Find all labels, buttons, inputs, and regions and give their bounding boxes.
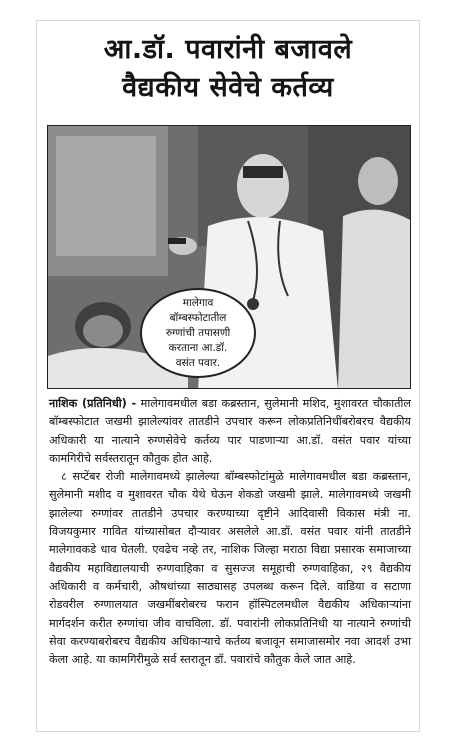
article-body	[49, 395, 411, 669]
headline-line-2: वैद्यकीय सेवेचे कर्तव्य	[122, 72, 334, 103]
paragraph-1-text: मालेगावमधील बडा कब्रस्तान, सुलेमानी मशिद, मुशावरत चौकातील बॉम्बस्फोटात जखमी झालेल्यांवर तातडीने उपचार करून लोकप्रतिनिधींबरोबरच वैद्यकीय अधिकारी या नात्याने रुग्णसेवेचे कर्तव्य पार पाडणाऱ्या आ.डॉ. वसंत पवार यांच्या कामगिरीचे सर्वस्तरातून कौतुक होत आहे.	[49, 397, 411, 465]
caption-line-5: वसंत पवार.	[175, 356, 221, 369]
caption-line-1: मालेगाव	[182, 296, 214, 309]
photo-caption	[140, 288, 256, 378]
article-paragraph-2: ८ सप्टेंबर रोजी मालेगावमध्ये झालेल्या बॉम्बस्फोटांमुळे मालेगावमधील बडा कब्रस्तान, सुलेमानी मशीद व मुशावरत चौक येथे घेऊन शेकडो जखमी झाले. मालेगावमध्ये जखमी झालेल्या रुग्णांवर तातडीने उपचार करण्याच्या दृष्टीने आदिवासी विकास मंत्री ना. विजयकुमार गावित यांच्यासोबत दौऱ्यावर असलेले आ.डॉ. वसंत पवार यांनी तातडीने मालेगावकडे धाव घेतली. एवढेच नव्हे तर, नाशिक जिल्हा मराठा विद्या प्रसारक समाजाच्या वैद्यकीय महाविद्यालयाची रुग्णवाहिका व सुसज्ज समूहाची रुग्णवाहिका, २९ वैद्यकीय अधिकारी व कर्मचारी, औषधांच्या साठ्यासह उपलब्ध करून दिले. वाडिया व सटाणा रोडवरील रुग्णालयात जखमींबरोबरच फरान हॉस्पिटलमधील वैद्यकीय अधिकाऱ्यांना मार्गदर्शन करीत रुग्णांचा जीव वाचविला. डॉ. पवारांनी लोकप्रतिनिधी या नात्याने रुग्णांची सेवा करण्याबरोबरच वैद्यकीय अधिकाऱ्याचे कर्तव्य बजावून समाजासमोर नवा आदर्श उभा केला आहे. या कामगिरीमुळे सर्व स्तरातून डॉ. पवारांचे कौतुक केले जात आहे.	[49, 470, 411, 667]
caption-line-3: रुग्णांची तपासणी	[165, 326, 231, 339]
news-photo	[47, 125, 411, 389]
article-paragraph-1	[49, 395, 411, 468]
caption-line-4: करताना आ.डॉ.	[168, 341, 228, 354]
caption-line-2: बॉम्बस्फोटातील	[169, 311, 227, 324]
dateline: नाशिक (प्रतिनिधी) -	[49, 397, 137, 410]
newspaper-clipping	[36, 20, 420, 732]
headline-line-1: आ.डॉ. पवारांनी बजावले	[103, 34, 353, 65]
